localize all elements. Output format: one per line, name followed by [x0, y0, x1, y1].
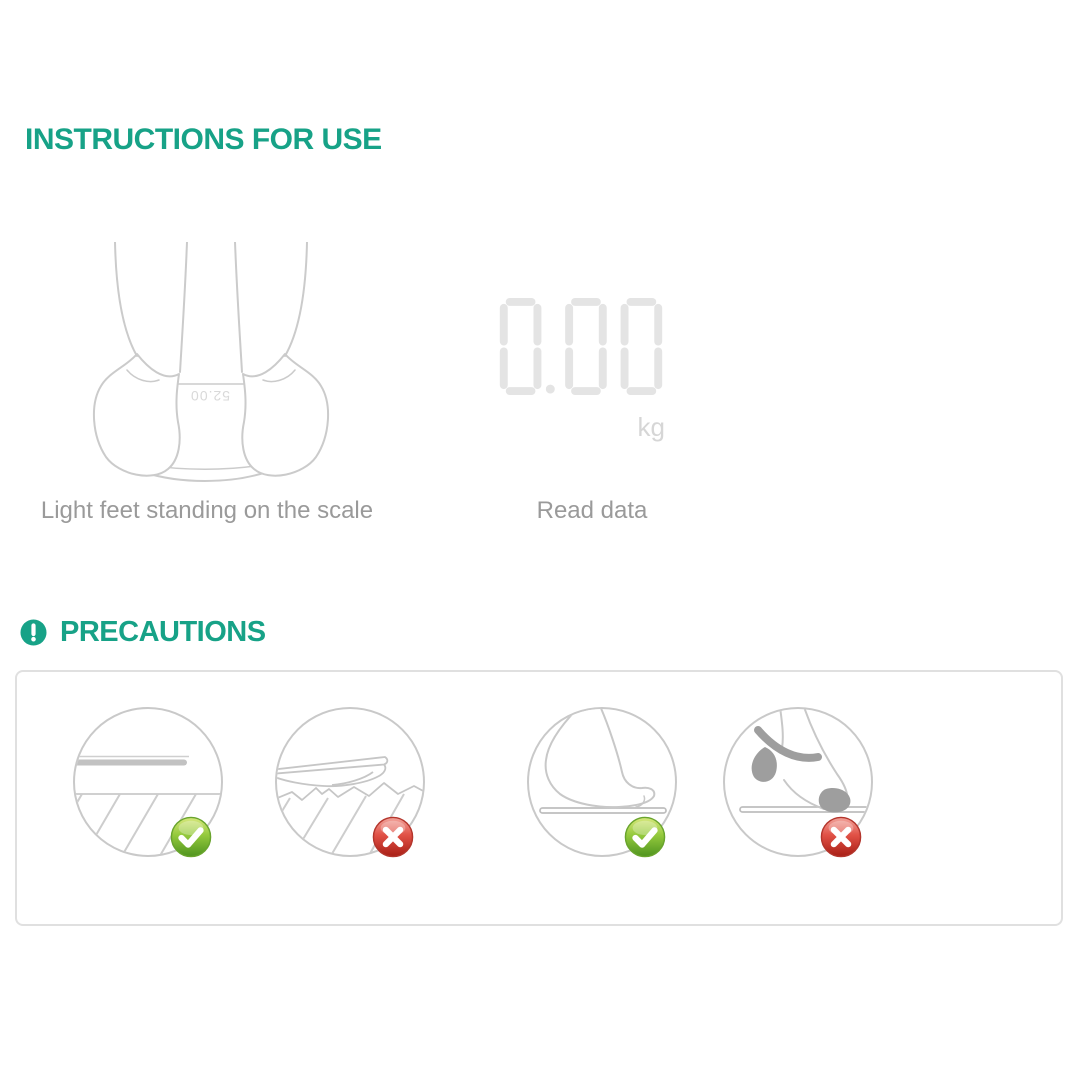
check-badge-icon: [624, 816, 666, 858]
step-read-caption: Read data: [536, 497, 648, 524]
status-badge-slot: [372, 816, 414, 858]
precaution-wearing-socks: [720, 704, 876, 860]
status-badge-slot: [624, 816, 666, 858]
cross-badge-icon: [372, 816, 414, 858]
precaution-uneven-soft-floor: [272, 704, 428, 860]
precautions-title: PRECAUTIONS: [60, 615, 266, 648]
status-badge-slot: [820, 816, 862, 858]
exclamation-circle-icon: [20, 619, 47, 646]
step-read-illustration: [497, 297, 665, 440]
instructions-title: INSTRUCTIONS FOR USE: [25, 123, 382, 156]
precaution-flat-hard-floor: [70, 704, 226, 860]
cross-badge-icon: [820, 816, 862, 858]
seven-segment-display: [497, 297, 665, 396]
status-badge-slot: [170, 816, 212, 858]
feet-on-scale-illustration: [75, 242, 335, 492]
scale-display-value: 52.00: [189, 388, 231, 404]
step-stand-illustration: [75, 242, 335, 492]
precaution-bare-feet: [524, 704, 680, 860]
display-unit-label: kg: [637, 412, 665, 442]
step-stand-caption: Light feet standing on the scale: [40, 497, 374, 524]
check-badge-icon: [170, 816, 212, 858]
precautions-header: [20, 616, 266, 648]
